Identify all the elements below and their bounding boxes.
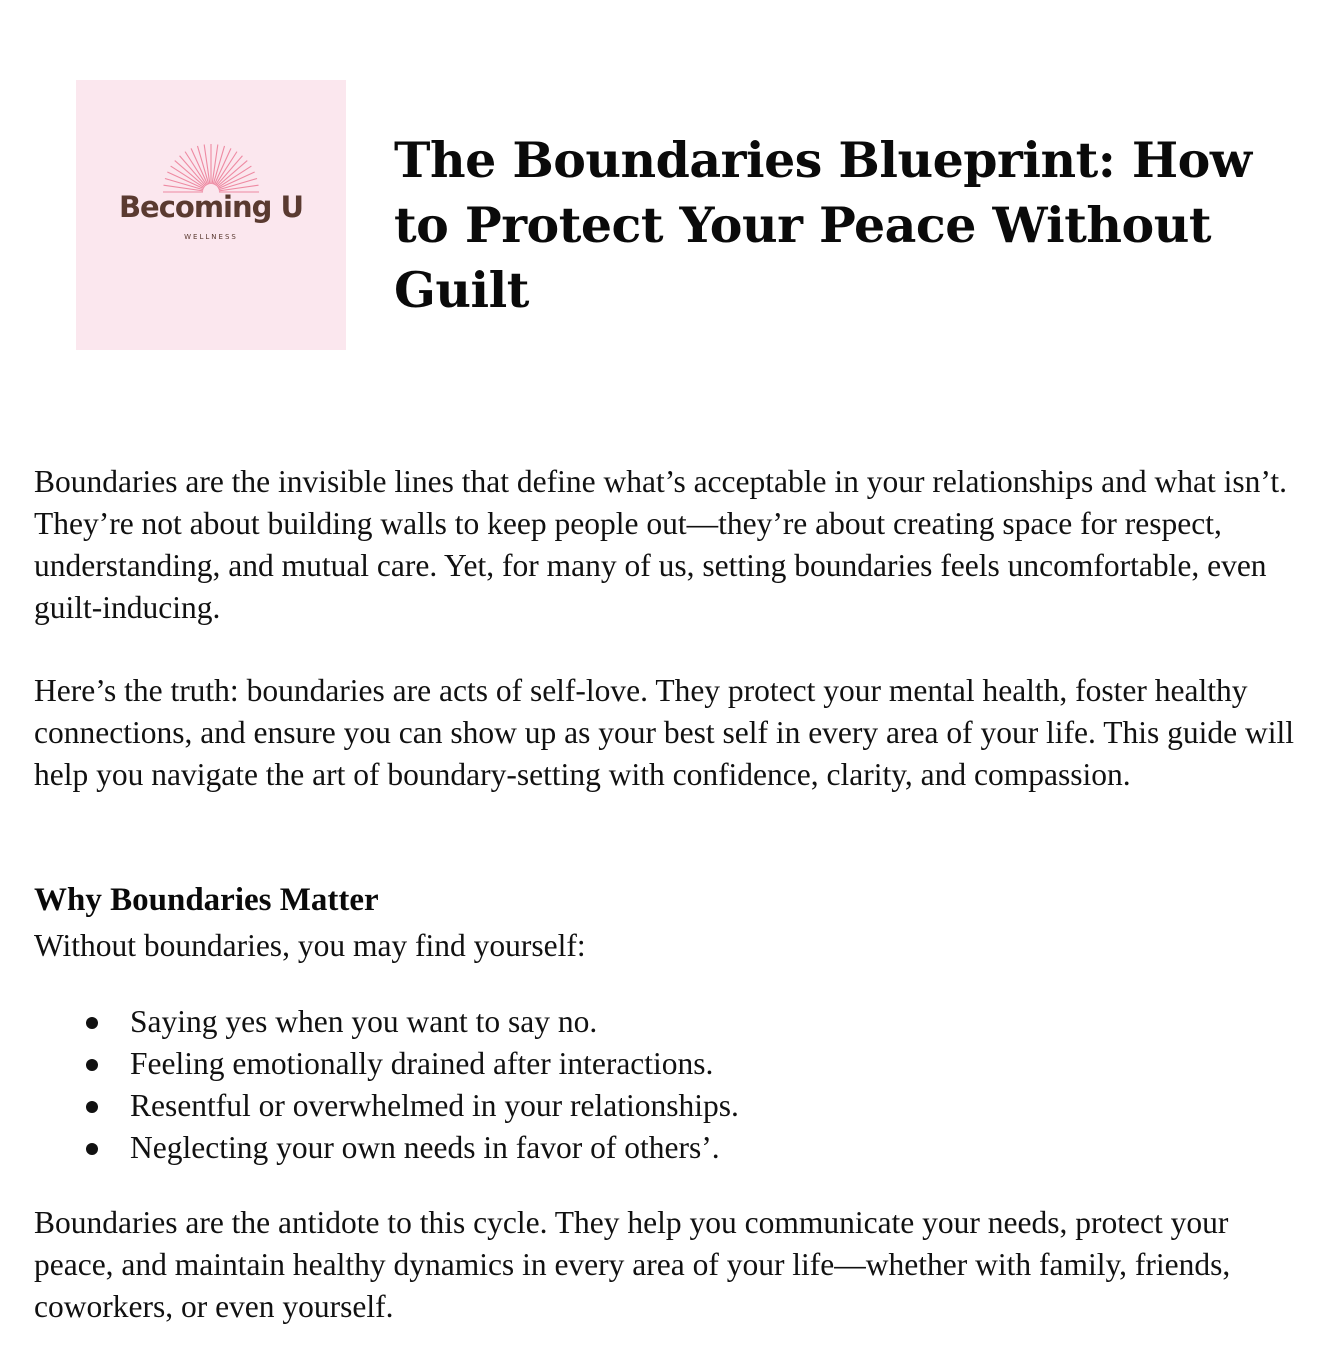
brand-logo — [76, 80, 346, 350]
bullet-icon — [86, 1017, 98, 1029]
intro-paragraph-2: Here’s the truth: boundaries are acts of self-love. They protect your mental health, foster healthy connections, and ensure you can show up as your best self in every area of your life. This guide will help you navigate the art of boundary-setting with confidence, clarity, and compassion. — [34, 673, 1294, 792]
intro-paragraph-1: Boundaries are the invisible lines that define what’s acceptable in your relationships and what isn’t. They’re not about building walls to keep people out—they’re about creating space for respect, understanding, and mutual care. Yet, for many of us, setting boundaries feels uncomfortable, even guilt-inducing. — [34, 464, 1287, 625]
logo-tagline: WELLNESS — [184, 233, 238, 241]
section-lead: Without boundaries, you may find yourself: — [34, 928, 586, 963]
section-heading: Why Boundaries Matter — [34, 882, 379, 918]
list-item — [34, 1085, 1314, 1127]
bullet-list — [34, 1001, 1314, 1169]
bullet-icon — [86, 1101, 98, 1113]
list-item-text: Saying yes when you want to say no. — [130, 1004, 598, 1039]
list-item — [34, 1043, 1314, 1085]
list-item — [34, 1001, 1314, 1043]
logo-brand-name: Becoming U — [118, 190, 304, 224]
list-item — [34, 1127, 1314, 1169]
list-item-text: Resentful or overwhelmed in your relationships. — [130, 1088, 739, 1123]
bullet-icon — [86, 1059, 98, 1071]
list-item-text: Feeling emotionally drained after interactions. — [130, 1046, 714, 1081]
list-item-text: Neglecting your own needs in favor of others’. — [130, 1130, 720, 1165]
bullet-icon — [86, 1143, 98, 1155]
closing-paragraph: Boundaries are the antidote to this cycle. They help you communicate your needs, protect your peace, and maintain healthy dynamics in every area of your life—whether with family, friends, coworkers, or even yourself. — [34, 1205, 1231, 1324]
page-title: The Boundaries Blueprint: How to Protect Your Peace Without Guilt — [394, 131, 1252, 319]
